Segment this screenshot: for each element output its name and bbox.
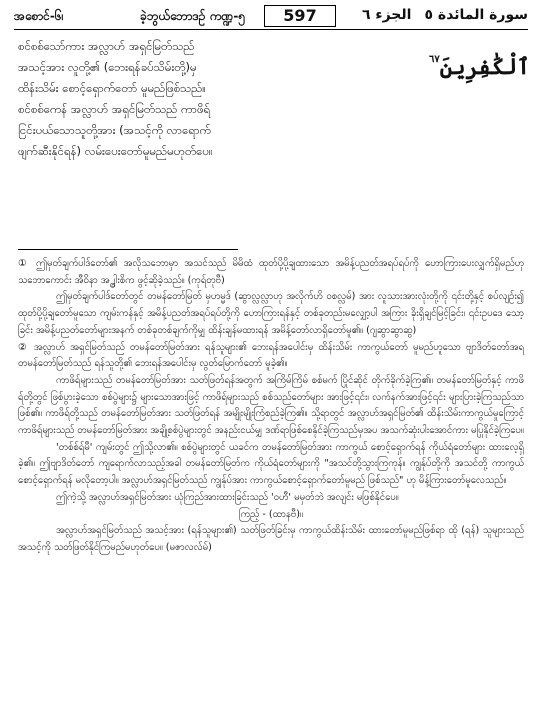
verse-line: ငြင်းပယ်သောသူတို့အား (အသင့်ကို လာရောက်: [18, 123, 211, 137]
note-paragraph: ② အလ္လာဟ် အရှင်မြတ်သည် တမန်တော်မြတ်အား ရန်သူများ၏ ဘေးရန်အပေါင်းမှ ထိန်းသိမ်း ကာကွယ်တော် မူမည်ဟူသော ဗျာဒိတ်တော်အရ တမန်တော်မြတ်သည် ရန်သူတို့၏ ဘေးရန်အပေါင်းမှ လွတ်မြောက်တော် မူခဲ့၏။: [18, 341, 524, 370]
verse-translation: [18, 36, 458, 162]
note-paragraph: ကာဖိရ်များသည် တမန်တော်မြတ်အား သတ်ဖြတ်ရန်အတွက် အကြိမ်ကြိမ် စစ်မက် ပြိုင်ဆိုင် တိုက်ခိုက်ခဲ့ကြ၏။ တမန်တော်မြတ်နှင့် ကာဖိရ်တို့တွင် ဖြစ်ပွားခဲ့သော စစ်ပွဲများ၌ များသောအားဖြင့် ကာဖိရ်များသည် စစ်သည်တော်များ အားဖြင့်၎င်း၊ လက်နက်အားဖြင့်၎င်း များပြားခဲ့ကြသည်သာ ဖြစ်၏။ ကာဖိရ်တို့သည် တမန်တော်မြတ်အား သတ်ဖြတ်ရန် အမျိုးမျိုးကြံစည်ခဲ့ကြ၏။ သို့ရာတွင် အလ္လာဟ်အရှင်မြတ်၏ ထိန်းသိမ်းကာကွယ်မှုကြောင့် ကာဖိရ်များသည် တမန်တော်မြတ်အား အချို့စစ်ပွဲများတွင် အနည်းငယ်မျှ ဒဏ်ရာဖြစ်စေနိုင်ခဲ့ကြသည်မှအပ အသက်ဆုံးပါးအောင်ကား မပြုနိုင်ခဲ့ကြပေ။: [18, 374, 524, 437]
part-label: ခဲ့ဘွယ်ဘောဒဥ် ကဏ္ဍ-၅: [140, 9, 246, 23]
verse-line: အသင့်အား လူတို့၏ (ဘေးရန်ခပ်သိမ်းတို့)မှ: [18, 60, 197, 74]
juz-label: الجزء ٦: [362, 7, 412, 23]
note-paragraph: ① ဤမှတ်ချက်ပါဒ်တော်၏ အလိုသဘောမှာ အသင်သည် မိမိထံ ထုတ်ပို့ပို့ချထားသော အမိန့်ပညတ်အရပ်ရပ်ကို ဟောကြားပေးလျှက်ရှိမည်ဟု သဘောကောင်း အီဝိနာ အ႕ွါးစိက ဖွင့်ဆိုခဲ့သည်။ (ကုရ်တုဗီ): [18, 258, 524, 286]
volume-label: အစောင်-၆၊: [14, 9, 64, 23]
verse-line: စင်စစ်ကေန် အလ္လာဟ် အရှင်မြတ်သည် ကာဖိရ်: [18, 102, 211, 116]
arabic-word: ٱلْكَٰفِرِينَ: [439, 54, 530, 80]
note-paragraph: 'တစ်စ်ရ်မီ' ကျမ်းတွင် ဤသို့လာ၏။ စစ်ပွဲများတွင် ယခင်က တမန်တော်မြတ်အား ကာကွယ် စောင့်ရှောက်ရန် ကိုယ်ရံတော်များ ထားလေ့ရှိခဲ့၏။ ဤဗျာဒိတ်တော် ကျရောက်လာသည့်အခါ တမန်တော်မြတ်က ကိုယ်ရံတော်များကို "အသင်တို့သွားကြကုန်။ ကျွန်ုပ်တို့ကို အသင်တို့ ကာကွယ်စောင့်ရှောက်ရန် မလိုတော့ပါ။ အလ္လာဟ်အရှင်မြတ်သည် ကျွန်ုပ်အား ကာကွယ်စောင့်ရှောက်တော်မူမည် ဖြစ်သည်" ဟု မိန့်ကြားတော်မူလေသည်။: [18, 441, 524, 487]
commentary-notes: [18, 256, 524, 557]
note-paragraph: ဤကဲ့သို့ အလ္လာဟ်အရှင်မြတ်အား ယုံကြည်အားထားခြင်းသည် 'ဝဟီ' မမှတ်ဘဲ အလျင်း မဖြစ်နိုင်ပေ။: [56, 491, 399, 503]
note-paragraph: ဤမှတ်ချက်ပါဒ်တော်တွင် တမန်တော်မြတ် မှဟမ္မဒ် (ဆွာလ္လလ္လာဟု အလိုက်ဟိ ဝစလ္လမ်) အား လူသားအားလုံးတို့ကို ၎င်းတို့နှင့် စပ်လျဉ်း၍ ထုတ်ပို့ပို့ချတော်မူသော ကျမ်းကန်နှင့် အမိန့်ပညတ်အရပ်ရပ်တို့ကို ဟောကြားရန်နှင့် တစ်ခုတည်းမလျှော့ပါ အကြား ခိုးရှိချင်မြင့်ခြင်း၊ ၎င်းဥပဒေ သော့ခြင်း အမိန့်ပညတ်တော်များအနက် တစ်ခုတစ်ချက်ကိုမျှ ထိန်းချန်မထားရန် အမိန့်တော်လာရှိတော်မူ၏။ (ဂျဆွာဆွာဆွ): [18, 291, 524, 336]
note-reference: ကြည့် - (ထာနဗီ)။: [239, 508, 303, 520]
verse-line: ထိန်းသိမ်း စောင့်ရှောက်တော် မူမည်ဖြစ်သည်။: [18, 81, 206, 95]
arabic-verse: [429, 54, 530, 80]
page-header: [14, 6, 528, 28]
verse-line: စင်စစ်သော်ကား အလ္လာဟ် အရှင်မြတ်သည်: [18, 39, 195, 53]
footnote-divider: [18, 249, 238, 250]
header-divider: [14, 29, 528, 30]
surah-label: سورة المائدة ٥: [424, 7, 528, 23]
note-paragraph: အလ္လာဟ်အရှင်မြတ်သည် အသင့်အား (ရန်သူများ၏) သတ်ဖြတ်ခြင်းမှ ကာကွယ်ထိန်းသိမ်း ထားတော်မူမည်ဖြစ်ရာ ထို (ရန်) သူများသည် အသင့်ကို သတ်ဖြတ်နိုင်ကြမည်မဟုတ်ပေ။ (မဇာလလ်မ်): [18, 525, 524, 553]
verse-line: ဖျက်ဆီးနိုင်ရန်) လမ်းပေးတော်မူမည်မဟုတ်ပေ။: [18, 144, 213, 158]
page-number: 597: [264, 5, 336, 27]
verse-number: ٦٧: [429, 54, 440, 65]
